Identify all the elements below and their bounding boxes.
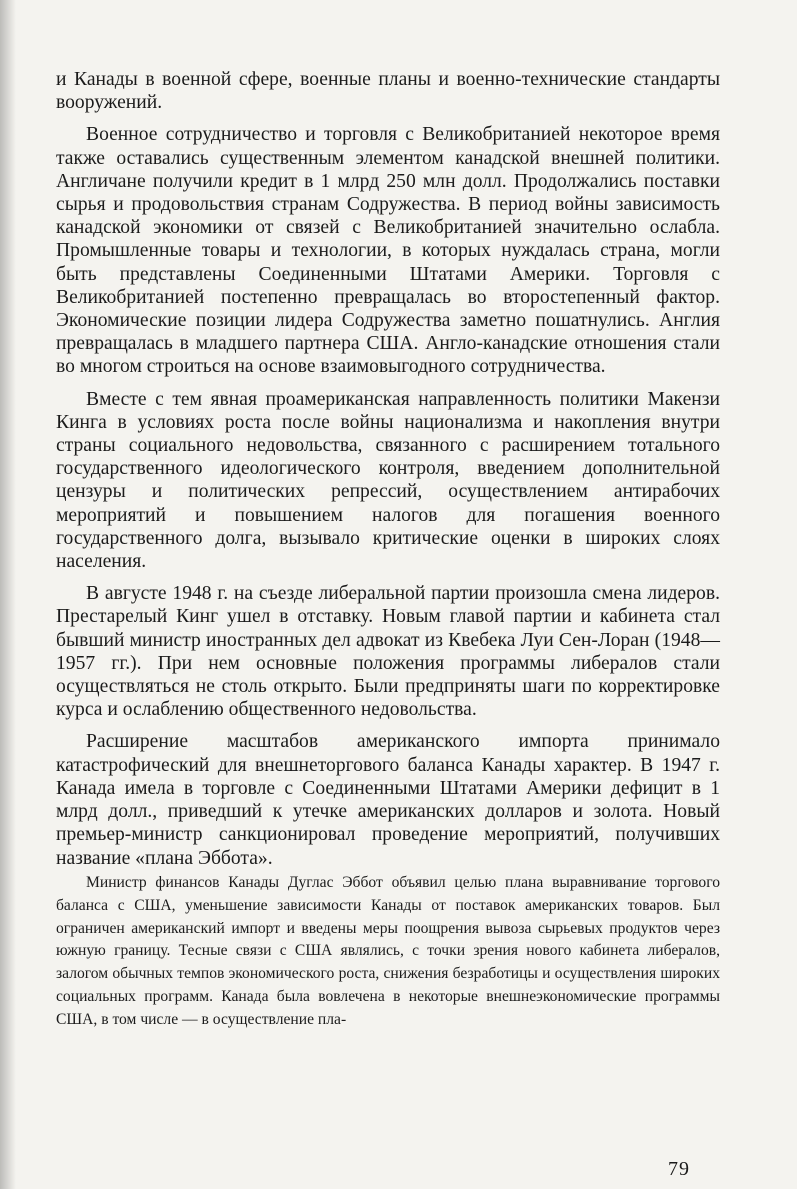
paragraph-continuation: и Канады в военной сфере, военные планы и военно-технические стандарты вооружений. [56, 69, 720, 114]
binding-shadow [0, 0, 16, 1189]
book-page [56, 68, 720, 1032]
paragraph-leadership-change: В августе 1948 г. на съезде либеральной партии произошла смена лидеров. Престарелый Кинг ушел в отставку. Новым главой партии и кабинета стал бывший министр иностранных дел адвокат из Квебека Луи Сен-Лоран (1948—1957 гг.). При нем основные положения программы либералов стали осуществляться не столь открыто. Были предприняты шаги по корректировке курса и ослаблению общественного недовольства. [56, 583, 720, 721]
paragraph-abbott-plan: Министр финансов Канады Дуглас Эббот объявил целью плана выравнивание торгового баланса с США, уменьшение зависимости Канады от поставок американских товаров. Был ограничен американский импорт и введены меры поощрения вывоза сырьевых продуктов через южную границу. Тесные связи с США являлись, с точки зрения нового кабинета либералов, залогом обычных темпов экономического роста, снижения безработицы и осуществления широких социальных программ. Канада была вовлечена в некоторые внешнеэкономические программы США, в том числе — в осуществление пла- [56, 873, 720, 1029]
paragraph-military-cooperation: Военное сотрудничество и торговля с Великобританией некоторое время также оставались существенным элементом канадской внешней политики. Англичане получили кредит в 1 млрд 250 млн долл. Продолжались поставки сырья и продовольствия странам Содружества. В период войны зависимость канадской экономики от связей с Великобританией значительно ослабла. Промышленные товары и технологии, в которых нуждалась страна, могли быть представлены Соединенными Штатами Америки. Торговля с Великобританией постепенно превращалась во второстепенный фактор. Экономические позиции лидера Содружества заметно пошатнулись. Англия превращалась в младшего партнера США. Англо-канадские отношения стали во многом строиться на основе взаимовыгодного сотрудничества. [56, 124, 720, 378]
paragraph-import-expansion: Расширение масштабов американского импорта принимало катастрофический для внешнеторгового баланса Канады характер. В 1947 г. Канада имела в торговле с Соединенными Штатами Америки дефицит в 1 млрд долл., приведший к утечке американских долларов и золота. Новый премьер-министр санкционировал проведение мероприятий, получивших название «плана Эббота». [56, 731, 720, 869]
page-number: 79 [668, 1158, 690, 1180]
paragraph-pro-american-policy: Вместе с тем явная проамериканская направленность политики Макензи Кинга в условиях роста после войны национализма и накопления внутри страны социального недовольства, связанного с расширением тотального государственного идеологического контроля, введением дополнительной цензуры и политических репрессий, осуществлением антирабочих мероприятий и повышением налогов для погашения военного государственного долга, вызывало критические оценки в широких слоях населения. [56, 388, 720, 573]
